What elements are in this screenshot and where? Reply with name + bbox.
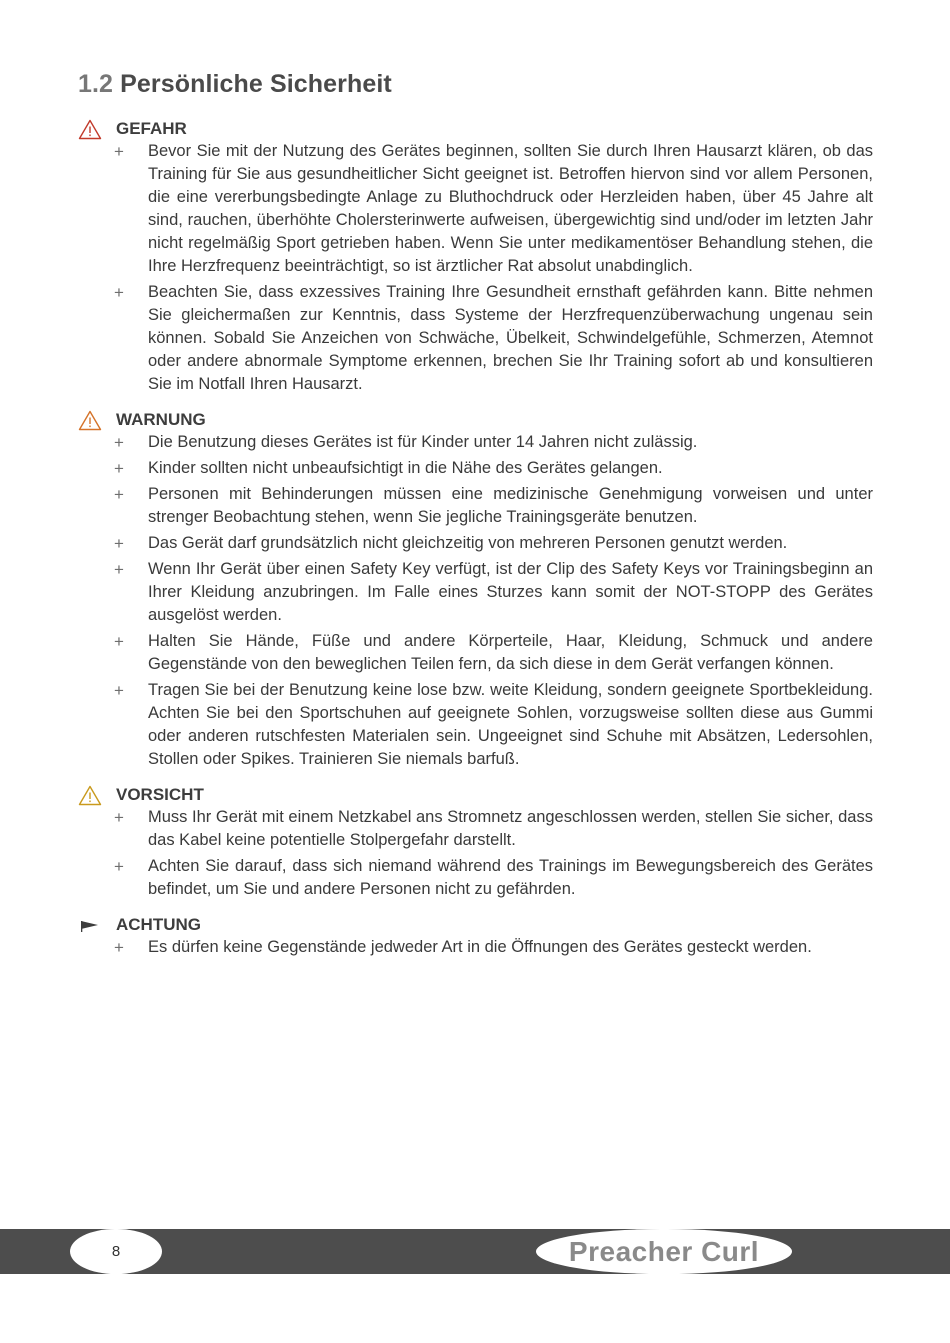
- list-item: [78, 855, 873, 901]
- list-item: [78, 936, 873, 959]
- plus-bullet: +: [114, 283, 124, 302]
- section-header: [78, 117, 873, 140]
- item-text: Muss Ihr Gerät mit einem Netzkabel ans Stromnetz angeschlossen werden, stellen Sie sicher, dass das Kabel keine potentielle Stolpergefahr darstellt.: [148, 808, 873, 849]
- section-header: [78, 783, 873, 806]
- list-item: [78, 806, 873, 852]
- page-number: [70, 1229, 162, 1274]
- list-item: [78, 630, 873, 676]
- item-list: [78, 806, 873, 901]
- triangle-warning-icon: [78, 410, 102, 431]
- list-item: [78, 457, 873, 480]
- section-header: [78, 408, 873, 431]
- plus-bullet: +: [114, 142, 124, 161]
- safety-sections: [78, 117, 873, 971]
- heading-number: 1.2: [78, 70, 114, 98]
- list-item: [78, 281, 873, 396]
- item-text: Bevor Sie mit der Nutzung des Gerätes beginnen, sollten Sie durch Ihren Hausarzt klären, ob das Training für Sie aus gesundheitlicher Sicht geeignet ist. Betroffen hiervon sind vor allem Personen, die eine vererbungsbedingte Anlage zu Bluthochdruck oder Herzleiden haben, über 45 Jahre alt sind, rauchen, überhöhte Cholersterinwerte aufweisen, übergewichtig sind und/oder im letzten Jahr nicht regelmäßig Sport getrieben haben. Wenn Sie unter medikamentöser Behandlung stehen, die Ihre Herzfrequenz beeinträchtigt, so ist ärztlicher Rat absolut unabdinglich.: [148, 142, 873, 275]
- plus-bullet: +: [114, 632, 124, 651]
- list-item: [78, 431, 873, 454]
- section-header: [78, 913, 873, 936]
- item-text: Beachten Sie, dass exzessives Training Ihre Gesundheit ernsthaft gefährden kann. Bitte nehmen Sie gleichermaßen zur Kenntnis, dass Systeme der Herzfrequenzüberwachung ungenau sein können. Sobald Sie Anzeichen von Schwäche, Übelkeit, Schwindelgefühle, Schmerzen, Atemnot oder andere abnormale Symptome erkennen, brechen Sie Ihr Training sofort ab und konsultieren Sie im Notfall Ihren Hausarzt.: [148, 283, 873, 393]
- section-title: GEFAHR: [116, 119, 187, 138]
- list-item: [78, 532, 873, 555]
- plus-bullet: +: [114, 938, 124, 957]
- item-text: Wenn Ihr Gerät über einen Safety Key verfügt, ist der Clip des Safety Keys vor Trainingsbeginn an Ihrer Kleidung anzubringen. Im Falle eines Sturzes kann somit der NOT-STOPP des Gerätes ausgelöst werden.: [148, 560, 873, 624]
- plus-bullet: +: [114, 459, 124, 478]
- product-name-badge: [536, 1229, 792, 1274]
- list-item: [78, 483, 873, 529]
- page-heading: [78, 70, 392, 99]
- plus-bullet: +: [114, 560, 124, 579]
- section-gefahr: [78, 117, 873, 396]
- flag-pointer-icon: [78, 915, 102, 936]
- section-title: WARNUNG: [116, 410, 206, 429]
- plus-bullet: +: [114, 485, 124, 504]
- item-list: [78, 140, 873, 396]
- plus-bullet: +: [114, 808, 124, 827]
- section-title: ACHTUNG: [116, 915, 201, 934]
- item-list: [78, 936, 873, 959]
- triangle-warning-icon: [78, 119, 102, 140]
- plus-bullet: +: [114, 681, 124, 700]
- list-item: [78, 558, 873, 627]
- section-achtung: [78, 913, 873, 959]
- product-name: Preacher Curl: [568, 1235, 760, 1267]
- item-text: Das Gerät darf grundsätzlich nicht gleichzeitig von mehreren Personen genutzt werden.: [148, 534, 788, 552]
- list-item: [78, 140, 873, 278]
- plus-bullet: +: [114, 857, 124, 876]
- heading-title: Persönliche Sicherheit: [120, 70, 392, 98]
- item-text: Kinder sollten nicht unbeaufsichtigt in die Nähe des Gerätes gelangen.: [148, 459, 663, 477]
- item-text: Personen mit Behinderungen müssen eine medizinische Genehmigung vorweisen und unter strenger Beobachtung stehen, wenn Sie jegliche Trainingsgeräte benutzen.: [148, 485, 873, 526]
- section-vorsicht: [78, 783, 873, 901]
- section-warnung: [78, 408, 873, 771]
- item-text: Halten Sie Hände, Füße und andere Körperteile, Haar, Kleidung, Schmuck und andere Gegenstände von den beweglichen Teilen fern, da sich diese in dem Gerät verfangen können.: [148, 632, 873, 673]
- item-list: [78, 431, 873, 771]
- item-text: Tragen Sie bei der Benutzung keine lose bzw. weite Kleidung, sondern geeignete Sportbekleidung. Achten Sie bei den Sportschuhen auf geeignete Sohlen, vorzugsweise sollten diese aus Gummi oder anderen rutschfesten Materialen sein. Ungeeignet sind Schuhe mit Absätzen, Ledersohlen, Stollen oder Spikes. Trainieren Sie niemals barfuß.: [148, 681, 873, 768]
- page-number-text: 8: [111, 1243, 121, 1260]
- plus-bullet: +: [114, 534, 124, 553]
- list-item: [78, 679, 873, 771]
- section-title: VORSICHT: [116, 785, 204, 804]
- item-text: Die Benutzung dieses Gerätes ist für Kinder unter 14 Jahren nicht zulässig.: [148, 433, 698, 451]
- plus-bullet: +: [114, 433, 124, 452]
- item-text: Es dürfen keine Gegenstände jedweder Art in die Öffnungen des Gerätes gesteckt werden.: [148, 938, 812, 956]
- item-text: Achten Sie darauf, dass sich niemand während des Trainings im Bewegungsbereich des Gerätes befindet, um Sie und andere Personen nicht zu gefährden.: [148, 857, 873, 898]
- triangle-warning-icon: [78, 785, 102, 806]
